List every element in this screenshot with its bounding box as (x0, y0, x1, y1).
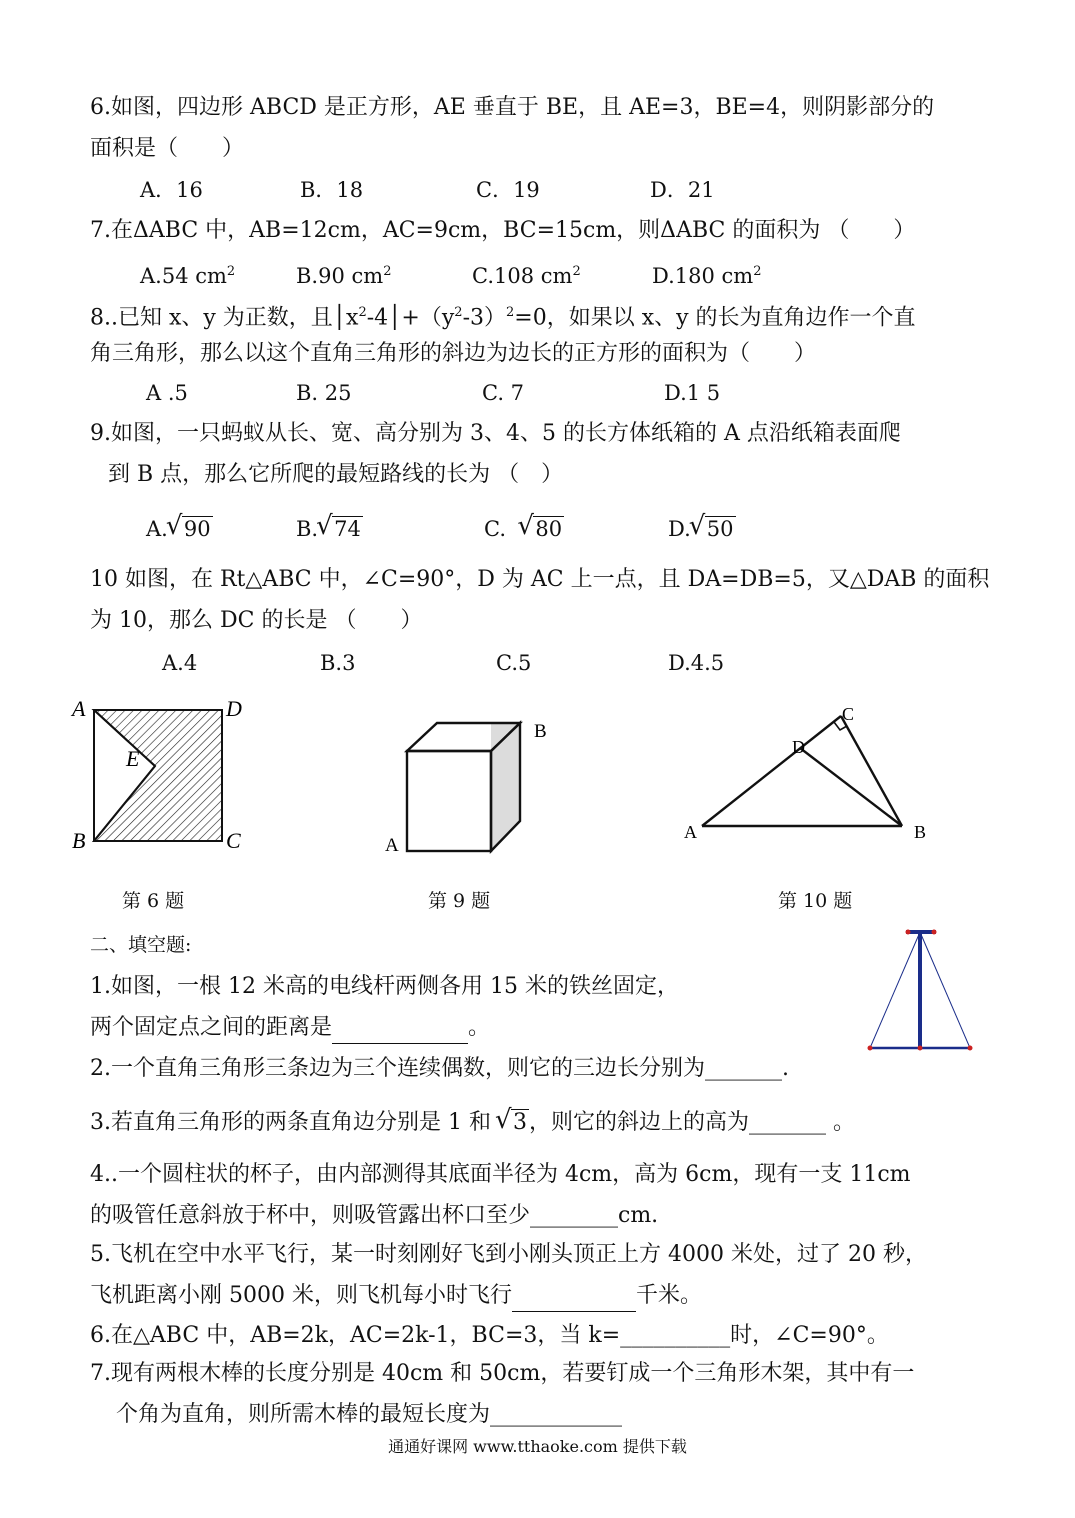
caption-fig6: 第 6 题 (122, 890, 185, 912)
fill3: 3.若直角三角形的两条直角边分别是 1 和√ 3，则它的斜边上的高为_______ 。 (90, 1108, 855, 1138)
fill5-line2: 飞机距离小刚 5000 米，则飞机每小时飞行 千米。 (90, 1281, 702, 1312)
blank (332, 1013, 468, 1044)
figure-pole (860, 924, 980, 1056)
fill5-line1: 5.飞机在空中水平飞行，某一时刻刚好飞到小刚头顶正上方 4000 米处，过了 20 秒， (90, 1242, 927, 1267)
q6-option-a: A．16 (140, 178, 203, 202)
q6-option-c: C．19 (476, 178, 540, 202)
label-e: E (126, 746, 140, 771)
label-b: B (534, 721, 547, 742)
q10-line2: 为 10，那么 DC 的长是 （ ） (90, 608, 423, 633)
fill4-line2: 的吸管任意斜放于杯中，则吸管露出杯口至少________cm. (90, 1203, 659, 1228)
figure-10-triangle (680, 700, 940, 850)
q9-line2: 到 B 点，那么它所爬的最短路线的长为 （ ） (108, 462, 564, 487)
q7-option-c: C.108 $cm^2$ (472, 264, 581, 288)
q7-option-a: A.54 $cm^2$ (140, 264, 236, 288)
fill6: 6.在△ABC 中，AB=2k，AC=2k-1，BC=3，当 k=__________时，∠C=90°。 (90, 1323, 889, 1348)
q10-option-b: B.3 (320, 651, 356, 675)
caption-fig9: 第 9 题 (428, 890, 491, 912)
q10-line1: 10 如图，在 Rt△ABC 中，∠C=90°，D 为 AC 上一点，且 DA=DB=5，又△DAB 的面积 (90, 567, 990, 592)
q10-option-c: C.5 (496, 651, 532, 675)
label-b: B (72, 828, 86, 853)
q8-line1: 8..已知 x、y 为正数，且$│x^2-4│+(y^2-3)^2=0$，如果以 x、y 的长为直角边作一个直 (90, 305, 916, 331)
q8-option-a: A .5 (146, 381, 188, 405)
q8-option-d: D.1 5 (664, 381, 721, 405)
caption-fig10: 第 10 题 (778, 890, 853, 912)
q7-line1: 7.在ΔABC 中，AB=12cm，AC=9cm，BC=15cm，则ΔABC 的面积为 （ ） (90, 218, 916, 243)
figure-9-box (370, 705, 570, 875)
fill4-line1: 4..一个圆柱状的杯子，由内部测得其底面半径为 4cm，高为 6cm，现有一支 11cm (90, 1162, 911, 1187)
blank (512, 1281, 636, 1312)
label-b: B (914, 822, 927, 842)
q9-option-d: D.√ 50 (668, 514, 736, 544)
q9-option-b: B.√ 74 (296, 514, 363, 544)
label-a: A (72, 696, 86, 721)
q6-line2: 面积是（ ） (90, 136, 245, 161)
q10-option-d: D.4.5 (668, 651, 725, 675)
label-c: C (226, 828, 241, 853)
label-a: A (385, 835, 399, 856)
fill1-line1: 1.如图，一根 12 米高的电线杆两侧各用 15 米的铁丝固定， (90, 974, 679, 999)
q9-line1: 9.如图，一只蚂蚁从长、宽、高分别为 3、4、5 的长方体纸箱的 A 点沿纸箱表面爬 (90, 421, 901, 446)
q8-option-b: B. 25 (296, 381, 352, 405)
q8-line2: 角三角形，那么以这个直角三角形的斜边为边长的正方形的面积为（ ） (90, 341, 817, 366)
fill2: 2.一个直角三角形三条边为三个连续偶数，则它的三边长分别为_______. (90, 1056, 789, 1081)
fill1-line2: 两个固定点之间的距离是 。 (90, 1013, 490, 1044)
fill7-line1: 7.现有两根木棒的长度分别是 40cm 和 50cm，若要钉成一个三角形木架，其中有一 (90, 1361, 915, 1386)
q9-option-a: A.√ 90 (146, 514, 213, 544)
q7-option-b: B.90 $cm^2$ (296, 264, 392, 288)
q6-option-b: B．18 (300, 178, 364, 202)
label-c: C (842, 704, 855, 724)
q7-option-d: D.180 $cm^2$ (652, 264, 762, 288)
label-a: A (684, 822, 697, 842)
section2-title: 二、填空题: (90, 934, 192, 956)
label-d: D (226, 696, 242, 721)
q9-option-c: C. √ 80 (484, 514, 564, 544)
q6-option-d: D．21 (650, 178, 715, 202)
figure-6-square (60, 690, 260, 870)
q8-option-c: C. 7 (482, 381, 525, 405)
q6-line1: 6.如图，四边形 ABCD 是正方形，AE 垂直于 BE，且 AE=3，BE=4，则阴影部分的 (90, 95, 935, 120)
label-d: D (792, 737, 805, 757)
q10-option-a: A.4 (162, 651, 198, 675)
shaded-region (94, 710, 222, 841)
footer: 通通好课网 www.tthaoke.com 提供下载 (388, 1437, 687, 1456)
fill7-line2: 个角为直角，则所需木棒的最短长度为____________ (116, 1402, 623, 1427)
